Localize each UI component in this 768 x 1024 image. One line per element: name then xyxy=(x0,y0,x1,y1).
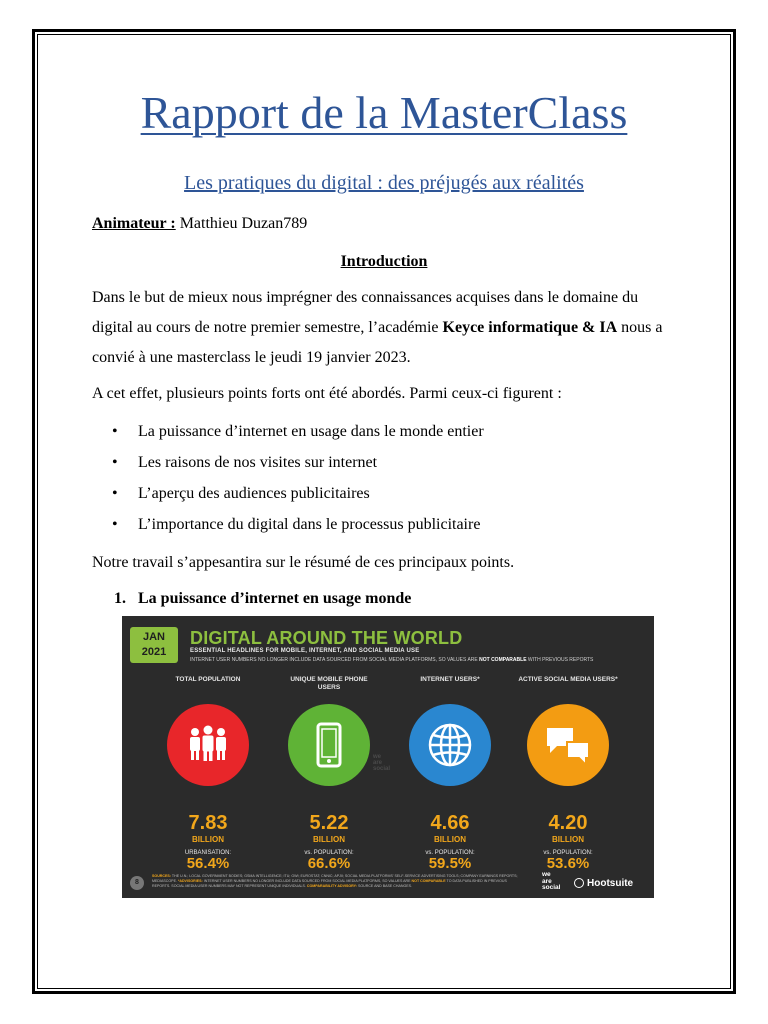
stat-column-social xyxy=(518,676,618,872)
list-item-text: La puissance d’internet en usage dans le monde entier xyxy=(138,423,484,440)
stat-unit: BILLION xyxy=(192,835,224,844)
stat-unit: BILLION xyxy=(313,835,345,844)
ratio-label: vs. POPULATION: xyxy=(304,850,354,856)
list-item-text: Les raisons de nos visites sur internet xyxy=(138,454,378,471)
comparability-body: SOURCE AND BASE CHANGES. xyxy=(356,884,413,888)
list-item xyxy=(112,447,484,478)
intro-paragraph xyxy=(92,283,682,373)
we-are-social-logo xyxy=(542,872,560,892)
logo-line: are xyxy=(542,877,552,885)
bullet-icon: • xyxy=(112,516,118,533)
advisory-label: *ADVISORIES: xyxy=(177,879,203,883)
digital-around-world-infographic xyxy=(122,616,654,898)
animateur-line xyxy=(92,215,307,233)
section-heading-1 xyxy=(114,584,411,614)
watermark-line: we xyxy=(373,754,382,760)
stat-column-population xyxy=(158,676,258,872)
infographic-title: DIGITAL AROUND THE WORLD xyxy=(190,628,463,648)
stat-column-mobile xyxy=(279,676,379,872)
stat-value: 7.83 xyxy=(188,812,228,834)
chat-bubbles-icon xyxy=(527,704,609,786)
document-subtitle[interactable]: Les pratiques du digital : des préjugés aux réalités xyxy=(184,172,584,194)
stat-value: 5.22 xyxy=(309,812,349,834)
list-item xyxy=(112,509,484,540)
infographic-footer xyxy=(122,870,654,898)
ratio-label: URBANISATION: xyxy=(184,850,232,856)
ratio-value: 59.5% xyxy=(428,855,472,872)
list-item xyxy=(112,478,484,509)
mobile-phone-icon xyxy=(288,704,370,786)
stat-unit: BILLION xyxy=(552,835,584,844)
topics-list xyxy=(112,416,484,540)
ratio-label: vs. POPULATION: xyxy=(543,850,593,856)
document-title: Rapport de la MasterClass xyxy=(140,87,628,138)
bullet-icon: • xyxy=(112,454,118,471)
ratio-value: 56.4% xyxy=(186,855,230,872)
animateur-name: Matthieu Duzan789 xyxy=(175,215,308,232)
hootsuite-text: Hootsuite xyxy=(587,878,634,889)
summary-paragraph: Notre travail s’appesantira sur le résumé de ces principaux points. xyxy=(92,554,515,571)
people-icon xyxy=(167,704,249,786)
advisory-body-2: TO DATA PUBLISHED IN PREVIOUS REPORTS. SOCIAL MEDIA USER NUMBERS MAY NOT REPRESENT UNIQUE INDIVIDUALS. xyxy=(152,879,507,888)
hootsuite-logo xyxy=(574,878,633,889)
watermark-line: social xyxy=(373,766,391,772)
badge-year: 2021 xyxy=(141,646,167,658)
note-text-1: INTERNET USER NUMBERS NO LONGER INCLUDE DATA SOURCED FROM SOCIAL MEDIA PLATFORMS, SO VALUES ARE xyxy=(190,657,480,663)
sources-body: THE U.N.; LOCAL GOVERNMENT BODIES; GSMA INTELLIGENCE; ITU; GWI; EUROSTAT; CNNIC; APJII; SOCIAL MEDIA PLATFORMS' SELF-SERVICE ADVERTISING TOOLS; COMPANY EARNINGS REPORTS; MEDIASCOPE. xyxy=(152,874,518,883)
globe-icon xyxy=(409,704,491,786)
owl-icon xyxy=(574,878,584,888)
animateur-label: Animateur : xyxy=(92,215,176,232)
stat-column-internet xyxy=(400,676,500,872)
intro-text-1: Dans le but de mieux nous imprégner des connaissances acquises dans le domaine du digital au cours de notre premier semestre, l’académie xyxy=(92,289,639,336)
advisory-body: INTERNET USER NUMBERS NO LONGER INCLUDE DATA SOURCED FROM SOCIAL MEDIA PLATFORMS, SO VALUES ARE xyxy=(202,879,412,883)
points-paragraph: A cet effet, plusieurs points forts ont été abordés. Parmi ceux-ci figurent : xyxy=(92,385,562,402)
stat-label: UNIQUE MOBILE PHONE USERS xyxy=(290,676,368,691)
note-highlight: NOT COMPARABLE xyxy=(479,657,527,663)
section-number: 1. xyxy=(114,590,126,607)
bullet-icon: • xyxy=(112,423,118,440)
ratio-label: vs. POPULATION: xyxy=(425,850,475,856)
badge-month: JAN xyxy=(142,631,165,643)
comparability-label: COMPARABILITY ADVISORY: xyxy=(306,884,357,888)
stat-value: 4.20 xyxy=(548,812,588,834)
stat-label: TOTAL POPULATION xyxy=(175,676,241,683)
list-item xyxy=(112,416,484,447)
infographic-subtitle: ESSENTIAL HEADLINES FOR MOBILE, INTERNET, AND SOCIAL MEDIA USE xyxy=(190,648,420,654)
ratio-value: 53.6% xyxy=(546,855,590,872)
logo-line: we xyxy=(542,871,551,878)
stat-unit: BILLION xyxy=(434,835,466,844)
keyce-name: Keyce informatique & IA xyxy=(442,319,618,336)
sources-text xyxy=(152,874,522,889)
stat-label: ACTIVE SOCIAL MEDIA USERS* xyxy=(518,676,618,683)
watermark-line: are xyxy=(373,760,383,766)
we-are-social-watermark xyxy=(373,754,390,772)
logo-line: social xyxy=(542,884,561,891)
introduction-heading: Introduction xyxy=(340,253,428,270)
date-badge xyxy=(130,627,178,663)
list-item-text: L’importance du digital dans le processus publicitaire xyxy=(138,516,481,533)
infographic-note xyxy=(190,657,593,663)
bullet-icon: • xyxy=(112,485,118,502)
section-title: La puissance d’internet en usage monde xyxy=(138,590,412,607)
page-number-badge: 8 xyxy=(130,876,144,890)
sources-label: SOURCES: xyxy=(152,874,171,878)
ratio-value: 66.6% xyxy=(307,855,351,872)
list-item-text: L’aperçu des audiences publicitaires xyxy=(138,485,370,502)
note-text-2: WITH PREVIOUS REPORTS xyxy=(526,657,594,663)
stat-value: 4.66 xyxy=(430,812,470,834)
stat-label: INTERNET USERS* xyxy=(420,676,480,683)
intro-text-2: nous a convié à une masterclass le jeudi 19 janvier 2023. xyxy=(92,319,663,366)
advisory-highlight: NOT COMPARABLE xyxy=(411,879,446,883)
